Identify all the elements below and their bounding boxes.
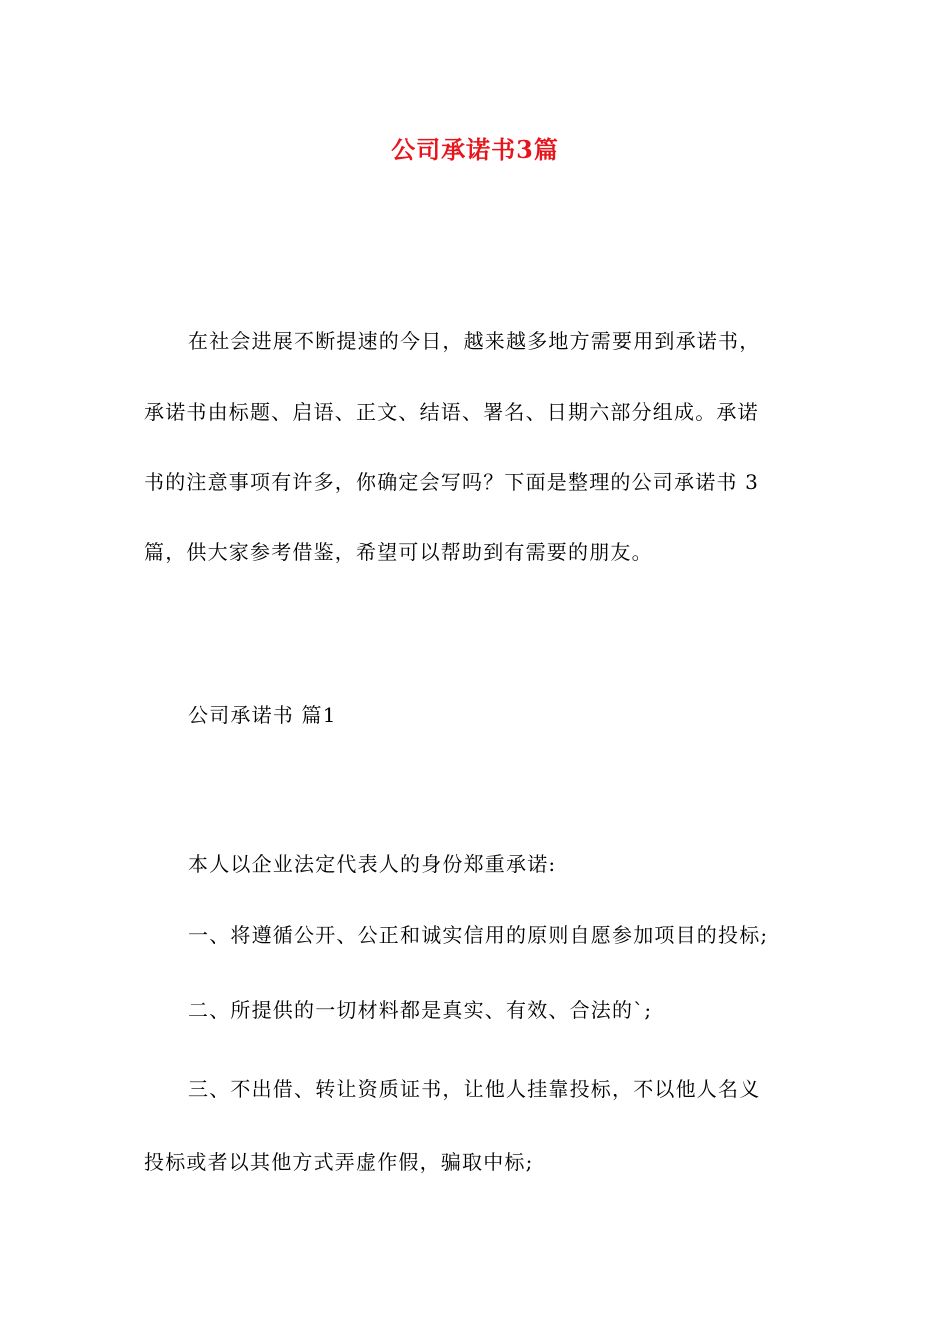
intro-line-3: 书的注意事项有许多，你确定会写吗？下面是整理的公司承诺书 3 xyxy=(144,470,760,494)
body-line-4: 三、不出借、转让资质证书，让他人挂靠投标，不以他人名义 xyxy=(188,1077,761,1101)
intro-line-4: 篇，供大家参考借鉴，希望可以帮助到有需要的朋友。 xyxy=(144,540,653,564)
section-heading: 公司承诺书 篇1 xyxy=(188,703,337,727)
document-title: 公司承诺书3篇 xyxy=(391,135,559,164)
intro-line-2: 承诺书由标题、启语、正文、结语、署名、日期六部分组成。承诺 xyxy=(144,400,759,424)
body-line-5: 投标或者以其他方式弄虚作假，骗取中标; xyxy=(144,1150,534,1174)
body-line-3: 二、所提供的一切材料都是真实、有效、合法的`; xyxy=(188,998,653,1022)
intro-line-1: 在社会进展不断提速的今日，越来越多地方需要用到承诺书， xyxy=(188,329,761,353)
body-line-2: 一、将遵循公开、公正和诚实信用的原则自愿参加项目的投标; xyxy=(188,923,769,947)
body-line-1: 本人以企业法定代表人的身份郑重承诺: xyxy=(188,852,557,876)
